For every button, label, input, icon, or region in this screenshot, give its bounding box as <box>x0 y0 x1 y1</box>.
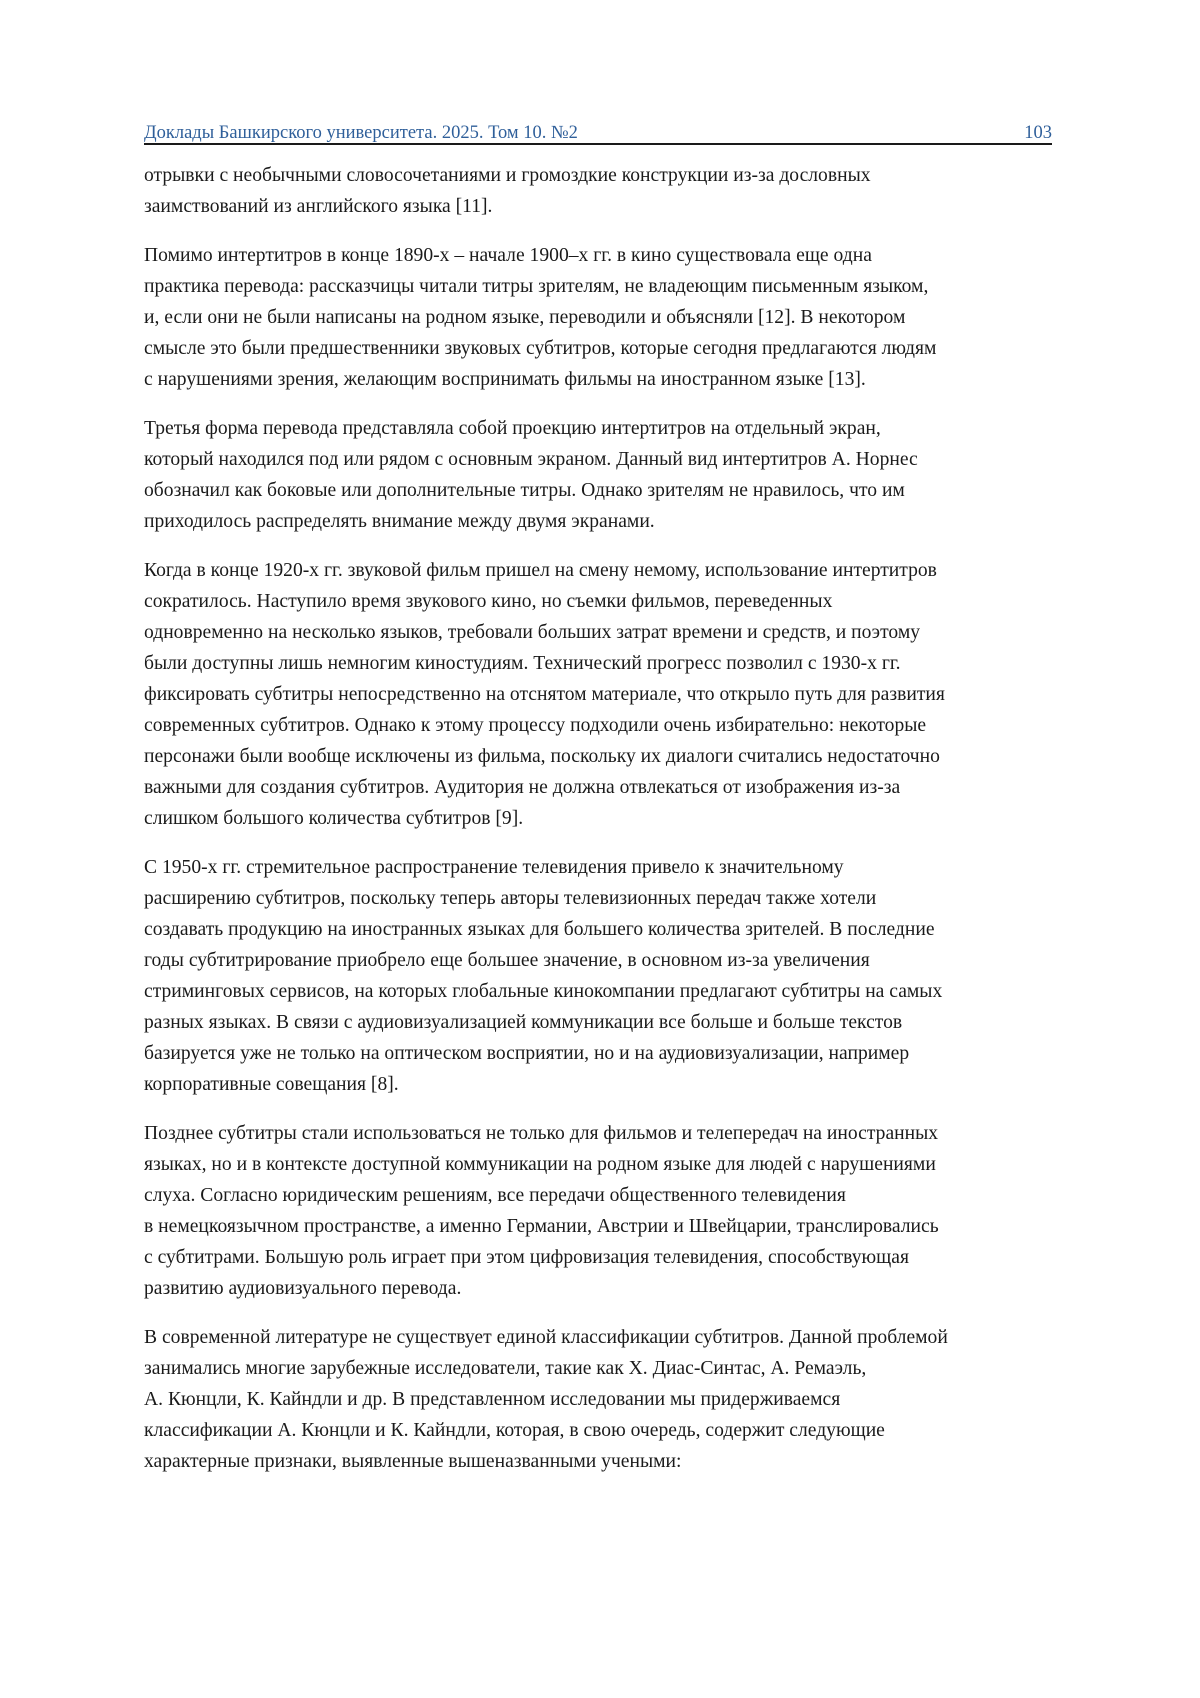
text-line: одновременно на несколько языков, требовали больших затрат времени и средств, и поэтому <box>144 617 1074 648</box>
paragraph-7 <box>144 1322 1074 1477</box>
text-line: современных субтитров. Однако к этому процессу подходили очень избирательно: некоторые <box>144 710 1074 741</box>
text-line: классификации А. Кюнцли и К. Кайндли, которая, в свою очередь, содержит следующие <box>144 1415 1074 1446</box>
text-line: А. Кюнцли, К. Кайндли и др. В представленном исследовании мы придерживаемся <box>144 1384 1074 1415</box>
journal-title: Доклады Башкирского университета. 2025. Том 10. №2 <box>144 122 578 144</box>
paragraph-3 <box>144 413 1074 537</box>
text-line: разных языках. В связи с аудиовизуализацией коммуникации все больше и больше текстов <box>144 1007 1074 1038</box>
text-line: важными для создания субтитров. Аудитория не должна отвлекаться от изображения из-за <box>144 772 1074 803</box>
text-line: с субтитрами. Большую роль играет при этом цифровизация телевидения, способствующая <box>144 1242 1074 1273</box>
text-line: практика перевода: рассказчицы читали титры зрителям, не владеющим письменным языком, <box>144 271 1074 302</box>
page-number: 103 <box>1024 122 1052 144</box>
text-line: заимствований из английского языка [11]. <box>144 191 1074 222</box>
text-line: С 1950-х гг. стремительное распространение телевидения привело к значительному <box>144 852 1074 883</box>
text-line: фиксировать субтитры непосредственно на отснятом материале, что открыло путь для развития <box>144 679 1074 710</box>
text-line: и, если они не были написаны на родном языке, переводили и объясняли [12]. В некотором <box>144 302 1074 333</box>
text-line: персонажи были вообще исключены из фильма, поскольку их диалоги считались недостаточно <box>144 741 1074 772</box>
text-line: стриминговых сервисов, на которых глобальные кинокомпании предлагают субтитры на самых <box>144 976 1074 1007</box>
text-line: годы субтитрирование приобрело еще большее значение, в основном из-за увеличения <box>144 945 1074 976</box>
text-line: расширению субтитров, поскольку теперь авторы телевизионных передач также хотели <box>144 883 1074 914</box>
text-line: Позднее субтитры стали использоваться не только для фильмов и телепередач на иностранных <box>144 1118 1074 1149</box>
text-line: приходилось распределять внимание между двумя экранами. <box>144 506 1074 537</box>
paragraph-2 <box>144 240 1074 395</box>
text-line: В современной литературе не существует единой классификации субтитров. Данной проблемой <box>144 1322 1074 1353</box>
text-line: занимались многие зарубежные исследователи, такие как Х. Диас-Синтас, А. Ремаэль, <box>144 1353 1074 1384</box>
text-line: сократилось. Наступило время звукового кино, но съемки фильмов, переведенных <box>144 586 1074 617</box>
document-page <box>0 0 1200 1698</box>
text-line: обозначил как боковые или дополнительные титры. Однако зрителям не нравилось, что им <box>144 475 1074 506</box>
text-line: который находился под или рядом с основным экраном. Данный вид интертитров А. Норнес <box>144 444 1074 475</box>
text-line: смысле это были предшественники звуковых субтитров, которые сегодня предлагаются людям <box>144 333 1074 364</box>
paragraph-4 <box>144 555 1074 834</box>
text-line: языках, но и в контексте доступной коммуникации на родном языке для людей с нарушениями <box>144 1149 1074 1180</box>
text-line: в немецкоязычном пространстве, а именно Германии, Австрии и Швейцарии, транслировались <box>144 1211 1074 1242</box>
text-line: базируется уже не только на оптическом восприятии, но и на аудиовизуализации, например <box>144 1038 1074 1069</box>
text-line: отрывки с необычными словосочетаниями и громоздкие конструкции из-за дословных <box>144 160 1074 191</box>
paragraph-1 <box>144 160 1074 222</box>
text-line: слуха. Согласно юридическим решениям, все передачи общественного телевидения <box>144 1180 1074 1211</box>
paragraph-6 <box>144 1118 1074 1304</box>
article-body <box>144 160 1074 1495</box>
header-rule <box>144 143 1052 145</box>
text-line: Когда в конце 1920-х гг. звуковой фильм пришел на смену немому, использование интертитров <box>144 555 1074 586</box>
paragraph-5 <box>144 852 1074 1100</box>
text-line: характерные признаки, выявленные вышеназванными учеными: <box>144 1446 1074 1477</box>
text-line: Помимо интертитров в конце 1890-х – начале 1900–х гг. в кино существовала еще одна <box>144 240 1074 271</box>
text-line: Третья форма перевода представляла собой проекцию интертитров на отдельный экран, <box>144 413 1074 444</box>
text-line: создавать продукцию на иностранных языках для большего количества зрителей. В последние <box>144 914 1074 945</box>
text-line: с нарушениями зрения, желающим воспринимать фильмы на иностранном языке [13]. <box>144 364 1074 395</box>
text-line: корпоративные совещания [8]. <box>144 1069 1074 1100</box>
text-line: развитию аудиовизуального перевода. <box>144 1273 1074 1304</box>
text-line: были доступны лишь немногим киностудиям. Технический прогресс позволил с 1930-х гг. <box>144 648 1074 679</box>
text-line: слишком большого количества субтитров [9]. <box>144 803 1074 834</box>
running-header <box>144 114 1052 144</box>
